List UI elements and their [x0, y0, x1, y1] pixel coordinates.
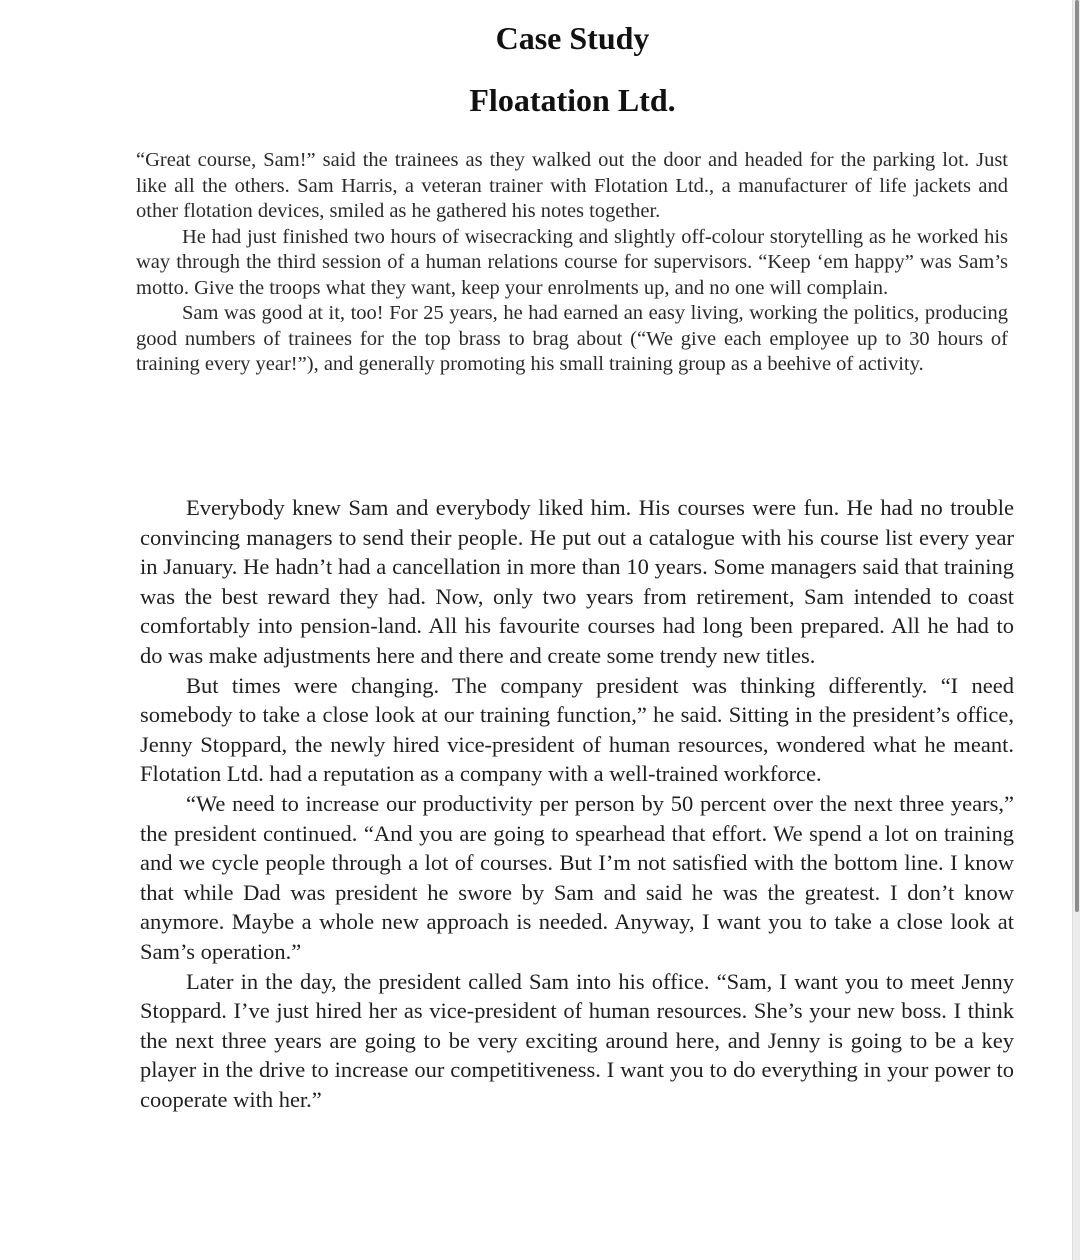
paragraph: Sam was good at it, too! For 25 years, he had earned an easy living, working the politics, producing good numbers of trainees for the top brass to brag about (“We give each employee up to 30 hours of training every year!”), and generally promoting his small training group as a beehive of activity. — [136, 302, 1008, 375]
document-subtitle: Floatation Ltd. — [469, 82, 676, 118]
paragraph: Later in the day, the president called Sam into his office. “Sam, I want you to meet Jenny Stoppard. I’ve just hired her as vice-president of human resources. She’s your new boss. I think the next three years are going to be very exciting around here, and Jenny is going to be a key player in the drive to increase our competitiveness. I want you to do everything in your power to cooperate with her.” — [140, 968, 1014, 1112]
document-title: Case Study — [495, 20, 650, 56]
scanned-excerpt-1 — [136, 148, 1008, 378]
paragraph: “We need to increase our productivity per person by 50 percent over the next three years,” the president continued. “And you are going to spearhead that effort. We spend a lot on training and we cycle people through a lot of courses. But I’m not satisfied with the bottom line. I know that while Dad was president he swore by Sam and said he was the greatest. I don’t know anymore. Maybe a whole new approach is needed. Anyway, I want you to take a close look at Sam’s operation.” — [140, 790, 1014, 964]
paragraph: But times were changing. The company president was thinking differently. “I need somebody to take a close look at our training function,” he said. Sitting in the president’s office, Jenny Stoppard, the newly hired vice-president of human resources, wondered what he meant. Flotation Ltd. had a reputation as a company with a well-trained workforce. — [140, 672, 1014, 787]
paragraph: “Great course, Sam!” said the trainees as they walked out the door and headed for the parking lot. Just like all the others. Sam Harris, a veteran trainer with Flotation Ltd., a manufacturer of life jackets and other flotation devices, smiled as he gathered his notes together. — [136, 149, 1008, 222]
scrollbar-thumb[interactable] — [1075, 0, 1079, 912]
scrollbar-track[interactable] — [1072, 0, 1080, 1260]
paragraph: Everybody knew Sam and everybody liked him. His courses were fun. He had no trouble convincing managers to send their people. He put out a catalogue with his course list every year in January. He hadn’t had a cancellation in more than 10 years. Some managers said that training was the best reward they had. Now, only two years from retirement, Sam intended to coast comfortably into pension-land. All his favourite courses had long been prepared. All he had to do was make adjustments here and there and create some trendy new titles. — [140, 495, 1014, 668]
scanned-excerpt-2 — [140, 493, 1014, 1114]
paragraph: He had just finished two hours of wisecracking and slightly off-colour storytelling as he worked his way through the third session of a human relations course for supervisors. “Keep ‘em happy” was Sam’s motto. Give the troops what they want, keep your enrolments up, and no one will complain. — [136, 225, 1008, 299]
